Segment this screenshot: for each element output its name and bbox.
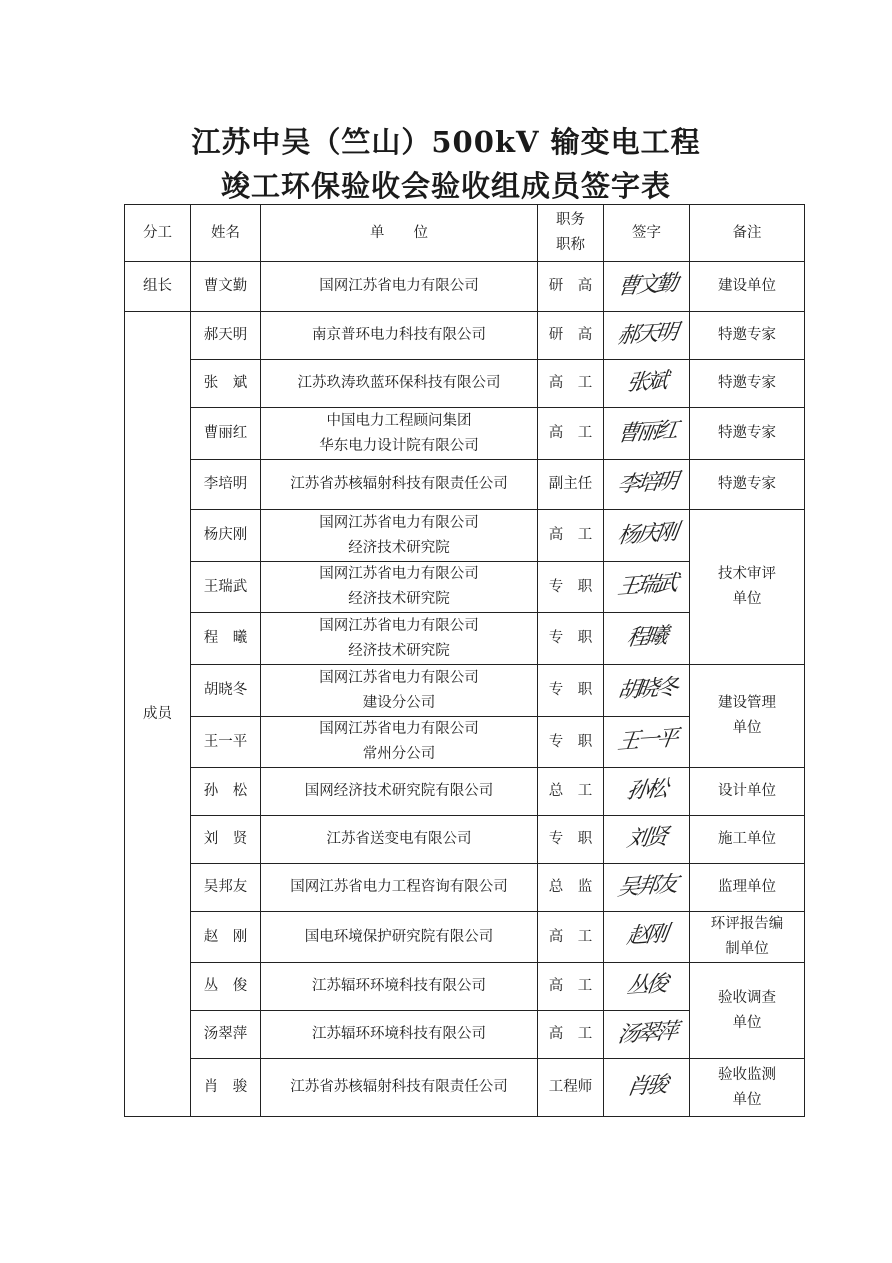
- title-cell: 副主任: [538, 460, 604, 510]
- unit-cell: 江苏省苏核辐射科技有限责任公司: [261, 1059, 538, 1117]
- handwritten-signature: 曹丽红: [615, 417, 678, 447]
- name-cell: 曹丽红: [191, 408, 261, 460]
- remark-line2: 单位: [732, 720, 762, 736]
- remark-cell: 设计单位: [690, 768, 805, 816]
- title-cell: 高 工: [538, 408, 604, 460]
- signature-cell: [604, 1059, 690, 1117]
- name-cell: 程 曦: [191, 613, 261, 665]
- header-position-line2: 职称: [556, 237, 585, 253]
- table-row: [125, 408, 805, 460]
- unit-line2: 经济技术研究院: [348, 539, 450, 556]
- signature-cell: [604, 510, 690, 562]
- unit-cell: [261, 408, 538, 460]
- signature-cell: [604, 864, 690, 912]
- unit-cell: 江苏省送变电有限公司: [261, 816, 538, 864]
- table-row: [125, 1059, 805, 1117]
- title-cell: 高 工: [538, 1011, 604, 1059]
- table-row: [125, 912, 805, 963]
- title-cell: 工程师: [538, 1059, 604, 1117]
- title-cell: 高 工: [538, 912, 604, 963]
- unit-cell: 江苏辐环环境科技有限公司: [261, 1011, 538, 1059]
- signature-cell: [604, 816, 690, 864]
- unit-cell: [261, 613, 538, 665]
- unit-line1: 国网江苏省电力有限公司: [319, 514, 479, 531]
- handwritten-signature: 肖骏: [625, 1072, 668, 1100]
- signature-cell: [604, 408, 690, 460]
- name-cell: 胡晓冬: [191, 665, 261, 717]
- remark-line1: 验收监测: [718, 1066, 776, 1083]
- handwritten-signature: 张斌: [625, 368, 668, 396]
- name-cell: 赵 刚: [191, 912, 261, 963]
- handwritten-signature: 杨庆刚: [615, 519, 678, 549]
- table-row: [125, 768, 805, 816]
- remark-line2: 单位: [732, 1091, 762, 1108]
- name-cell: 肖 骏: [191, 1059, 261, 1117]
- name-cell: 吴邦友: [191, 864, 261, 912]
- remark-cell-merged: [690, 510, 805, 665]
- unit-cell: 国电环境保护研究院有限公司: [261, 912, 538, 963]
- title-cell: 高 工: [538, 963, 604, 1011]
- table-row: [125, 312, 805, 360]
- title-cell: 专 职: [538, 717, 604, 768]
- signature-cell: [604, 312, 690, 360]
- table-row: [125, 360, 805, 408]
- unit-line1: 国网江苏省电力有限公司: [319, 669, 479, 686]
- unit-cell: [261, 717, 538, 768]
- remark-cell: 特邀专家: [690, 312, 805, 360]
- header-unit: 单 位: [261, 205, 538, 262]
- table-row: [125, 460, 805, 510]
- signature-cell: [604, 665, 690, 717]
- title-cell: 专 职: [538, 613, 604, 665]
- remark-cell: [690, 912, 805, 963]
- unit-line2: 建设分公司: [362, 694, 436, 711]
- handwritten-signature: 丛俊: [625, 971, 668, 999]
- remark-cell: 监理单位: [690, 864, 805, 912]
- division-cell: 成员: [125, 312, 191, 1117]
- unit-cell: 江苏玖涛玖蓝环保科技有限公司: [261, 360, 538, 408]
- name-cell: 王瑞武: [191, 562, 261, 613]
- unit-line1: 国网江苏省电力有限公司: [319, 721, 479, 737]
- handwritten-signature: 王一平: [615, 726, 678, 755]
- unit-line1: 中国电力工程顾问集团: [326, 412, 472, 429]
- handwritten-signature: 孙松: [625, 776, 668, 804]
- name-cell: 刘 贤: [191, 816, 261, 864]
- unit-line2: 经济技术研究院: [348, 591, 450, 607]
- header-position-line1: 职务: [556, 212, 585, 228]
- name-cell: 孙 松: [191, 768, 261, 816]
- table-row: [125, 665, 805, 717]
- table-row: [125, 963, 805, 1011]
- signature-cell: [604, 360, 690, 408]
- remark-line1: 验收调查: [718, 989, 776, 1006]
- remark-line1: 技术审评: [718, 566, 776, 582]
- table-row: [125, 864, 805, 912]
- title-cell: 研 高: [538, 262, 604, 312]
- remark-cell: 特邀专家: [690, 408, 805, 460]
- remark-cell-merged: [690, 963, 805, 1059]
- remark-line2: 制单位: [725, 941, 769, 957]
- name-cell: 郝天明: [191, 312, 261, 360]
- title-cell: 总 监: [538, 864, 604, 912]
- handwritten-signature: 程曦: [625, 623, 668, 651]
- unit-cell: [261, 562, 538, 613]
- table-row: [125, 816, 805, 864]
- handwritten-signature: 刘贤: [625, 824, 668, 852]
- remark-line1: 建设管理: [718, 695, 776, 711]
- unit-line2: 经济技术研究院: [348, 642, 450, 659]
- unit-cell: 国网江苏省电力工程咨询有限公司: [261, 864, 538, 912]
- division-cell: 组长: [125, 262, 191, 312]
- header-division: 分工: [125, 205, 191, 262]
- name-cell: 李培明: [191, 460, 261, 510]
- handwritten-signature: 郝天明: [615, 319, 678, 349]
- unit-cell: 江苏省苏核辐射科技有限责任公司: [261, 460, 538, 510]
- handwritten-signature: 赵刚: [625, 921, 668, 950]
- signature-cell: [604, 717, 690, 768]
- signature-cell: [604, 460, 690, 510]
- unit-cell: 国网经济技术研究院有限公司: [261, 768, 538, 816]
- header-remarks: 备注: [690, 205, 805, 262]
- signature-table: [124, 204, 805, 1117]
- unit-line1: 国网江苏省电力有限公司: [319, 617, 479, 634]
- document-title-line2: 竣工环保验收会验收组成员签字表: [220, 169, 671, 203]
- handwritten-signature: 李培明: [615, 468, 678, 498]
- remark-line1: 环评报告编: [710, 916, 784, 932]
- title-cell: 高 工: [538, 360, 604, 408]
- unit-line1: 国网江苏省电力有限公司: [319, 566, 479, 582]
- table-row: [125, 510, 805, 562]
- handwritten-signature: 吴邦友: [615, 871, 678, 901]
- signature-cell: [604, 963, 690, 1011]
- header-position: [538, 205, 604, 262]
- name-cell: 杨庆刚: [191, 510, 261, 562]
- title-cell: 专 职: [538, 665, 604, 717]
- title-cell: 专 职: [538, 816, 604, 864]
- name-cell: 张 斌: [191, 360, 261, 408]
- remark-line2: 单位: [732, 591, 762, 607]
- remark-cell-merged: [690, 665, 805, 768]
- remark-line2: 单位: [732, 1014, 762, 1031]
- signature-cell: [604, 613, 690, 665]
- table-row: [125, 262, 805, 312]
- name-cell: 王一平: [191, 717, 261, 768]
- name-cell: 丛 俊: [191, 963, 261, 1011]
- remark-cell: 特邀专家: [690, 360, 805, 408]
- signature-cell: [604, 768, 690, 816]
- remark-cell: 建设单位: [690, 262, 805, 312]
- unit-line2: 华东电力设计院有限公司: [319, 437, 479, 454]
- remark-cell: 施工单位: [690, 816, 805, 864]
- unit-cell: 国网江苏省电力有限公司: [261, 262, 538, 312]
- remark-cell: 特邀专家: [690, 460, 805, 510]
- signature-cell: [604, 262, 690, 312]
- title-cell: 总 工: [538, 768, 604, 816]
- signature-cell: [604, 912, 690, 963]
- title-cell: 研 高: [538, 312, 604, 360]
- unit-cell: 南京普环电力科技有限公司: [261, 312, 538, 360]
- name-cell: 曹文勤: [191, 262, 261, 312]
- header-signature: 签字: [604, 205, 690, 262]
- remark-cell: [690, 1059, 805, 1117]
- handwritten-signature: 汤翠萍: [615, 1018, 678, 1048]
- header-name: 姓名: [191, 205, 261, 262]
- name-cell: 汤翠萍: [191, 1011, 261, 1059]
- handwritten-signature: 曹文勤: [615, 270, 678, 300]
- signature-cell: [604, 562, 690, 613]
- title-cell: 高 工: [538, 510, 604, 562]
- table-header-row: [125, 205, 805, 262]
- handwritten-signature: 王瑞武: [615, 571, 678, 600]
- unit-cell: [261, 510, 538, 562]
- unit-cell: 江苏辐环环境科技有限公司: [261, 963, 538, 1011]
- document-title-line1: 江苏中吴（竺山）500kV 输变电工程: [191, 125, 701, 159]
- signature-cell: [604, 1011, 690, 1059]
- title-cell: 专 职: [538, 562, 604, 613]
- handwritten-signature: 胡晓冬: [615, 674, 678, 704]
- unit-cell: [261, 665, 538, 717]
- unit-line2: 常州分公司: [362, 746, 436, 762]
